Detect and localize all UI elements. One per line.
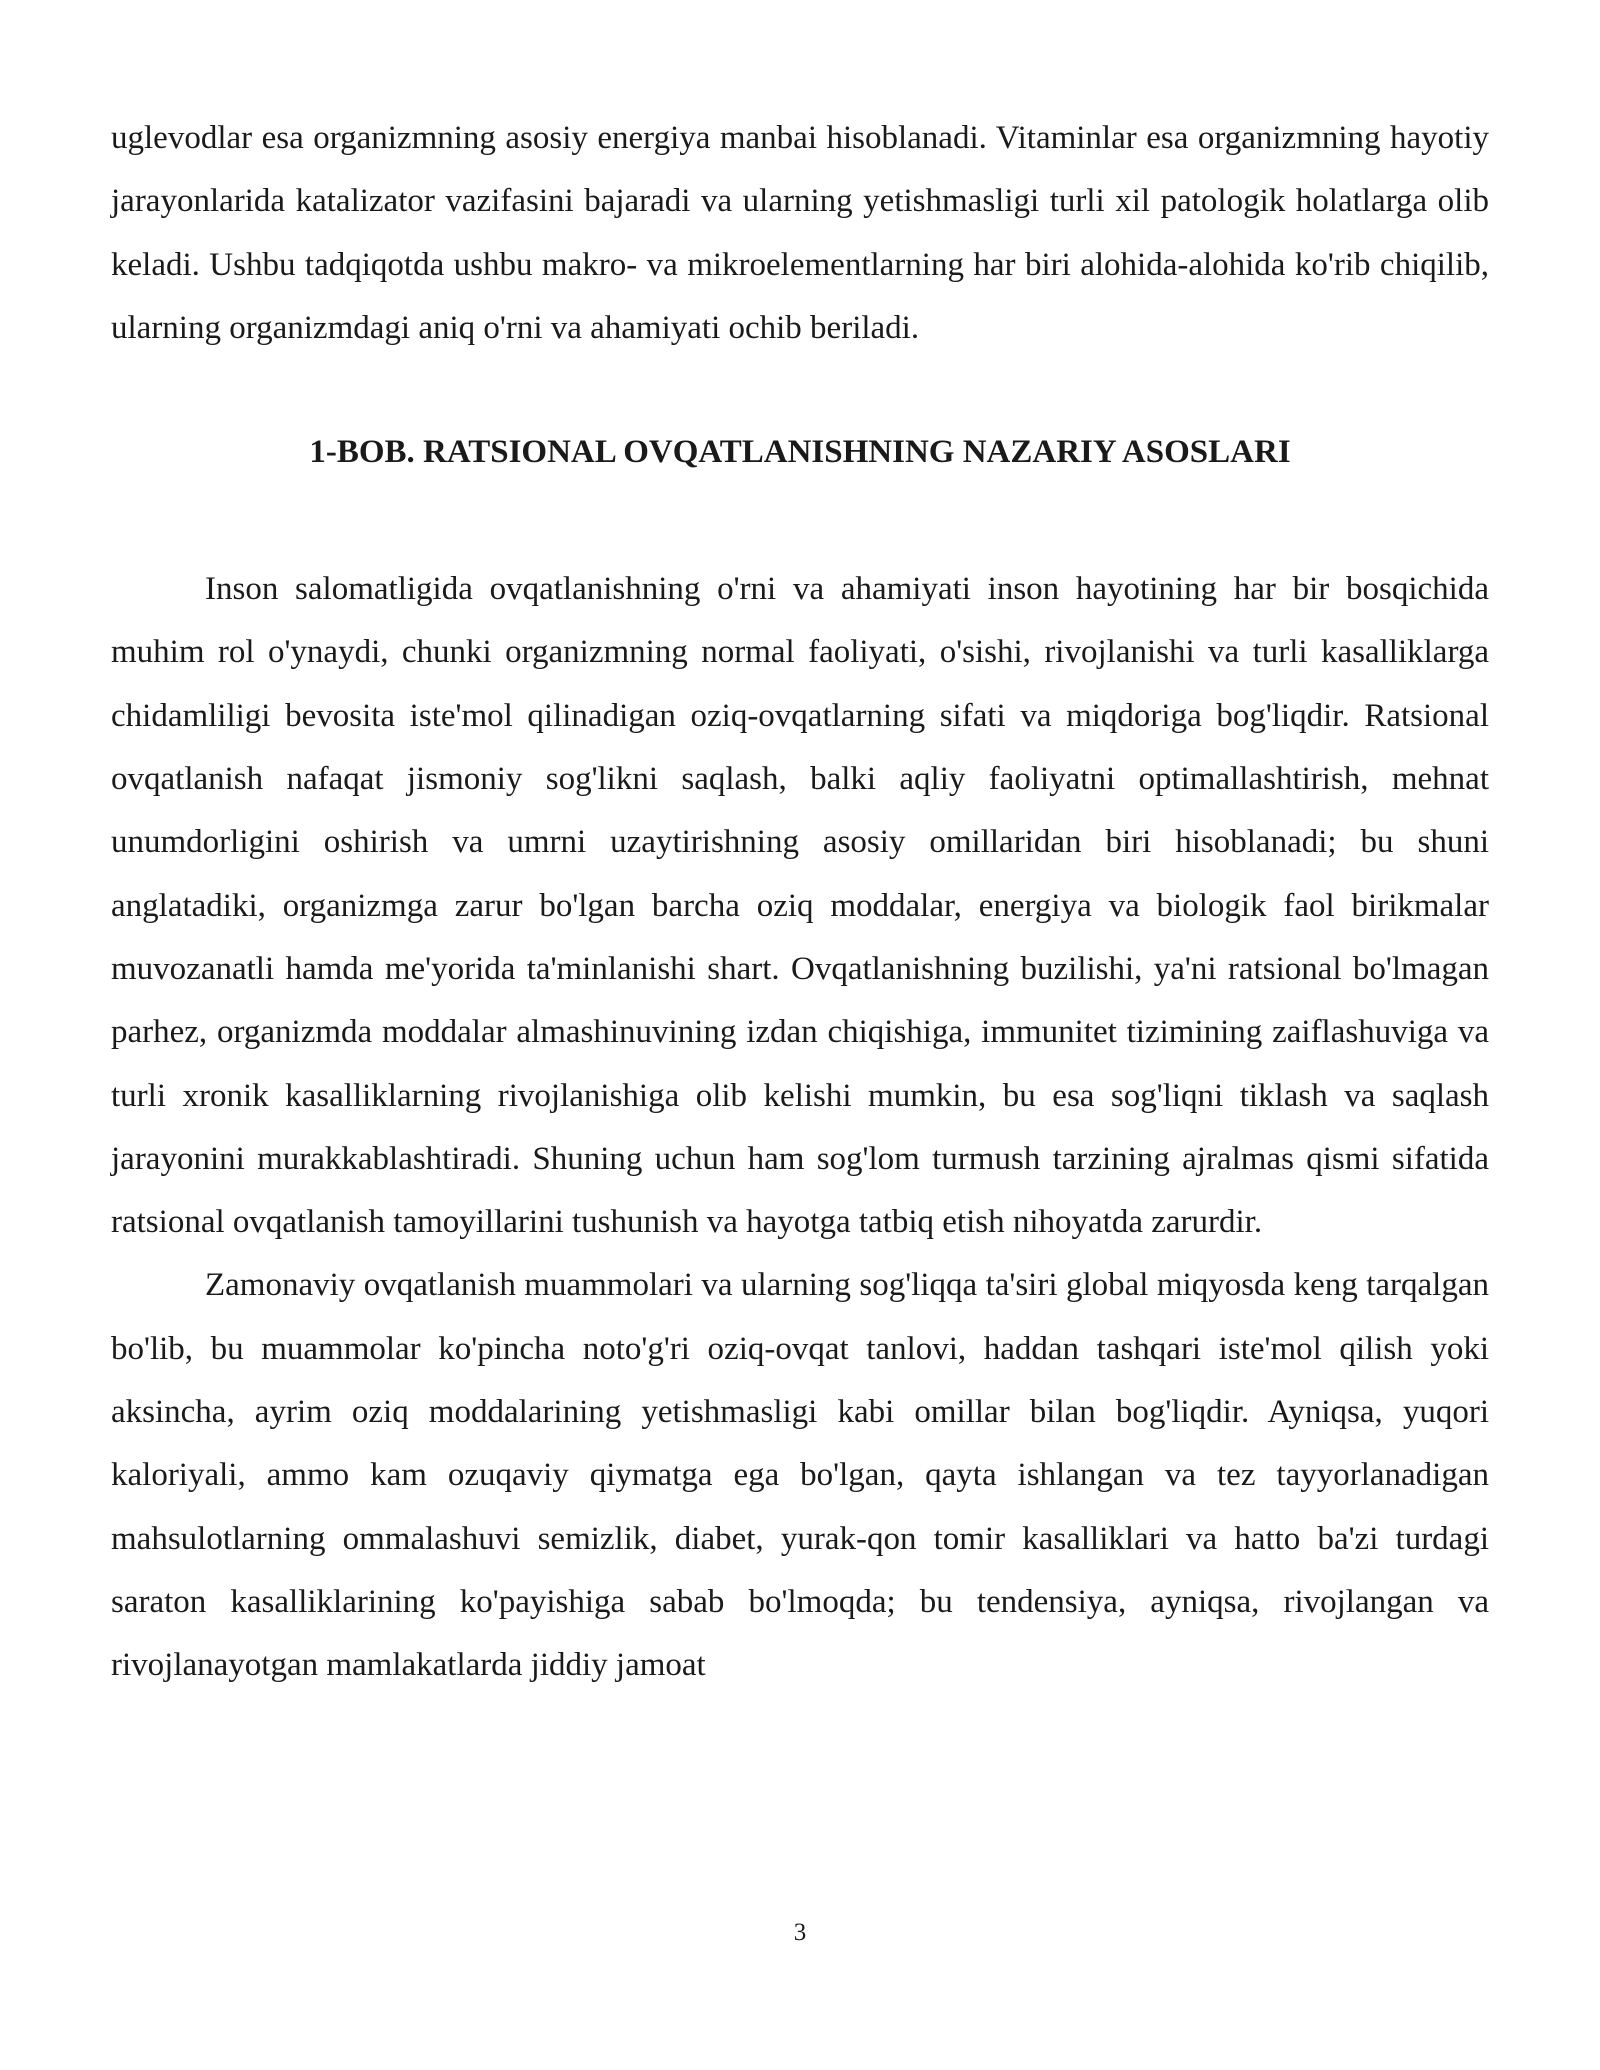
page-number: 3	[793, 1919, 807, 1946]
body-paragraph-1: Inson salomatligida ovqatlanishning o'rni va ahamiyati inson hayotining har bir bosqichida muhim rol o'ynaydi, chunki organizmning normal faoliyati, o'sishi, rivojlanishi va turli kasalliklarga chidamliligi bevosita iste'mol qilinadigan oziq-ovqatlarning sifati va miqdoriga bog'liqdir. Ratsional ovqatlanish nafaqat jismoniy sog'likni saqlash, balki aqliy faoliyatni optimallashtirish, mehnat unumdorligini oshirish va umrni uzaytirishning asosiy omillaridan biri hisoblanadi; bu shuni anglatadiki, organizmga zarur bo'lgan barcha oziq moddalar, energiya va biologik faol birikmalar muvozanatli hamda me'yorida ta'minlanishi shart. Ovqatlanishning buzilishi, ya'ni ratsional bo'lmagan parhez, organizmda moddalar almashinuvining izdan chiqishiga, immunitet tizimining zaiflashuviga va turli xronik kasalliklarning rivojlanishiga olib kelishi mumkin, bu esa sog'liqni tiklash va saqlash jarayonini murakkablashtiradi. Shuning uchun ham sog'lom turmush tarzining ajralmas qismi sifatida ratsional ovqatlanish tamoyillarini tushunish va hayotga tatbiq etish nihoyatda zarurdir.	[111, 571, 1489, 1241]
body-paragraph-2: Zamonaviy ovqatlanish muammolari va ularning sog'liqqa ta'siri global miqyosda keng tarqalgan bo'lib, bu muammolar ko'pincha noto'g'ri oziq-ovqat tanlovi, haddan tashqari iste'mol qilish yoki aksincha, ayrim oziq moddalarining yetishmasligi kabi omillar bilan bog'liqdir. Ayniqsa, yuqori kaloriyali, ammo kam ozuqaviy qiymatga ega bo'lgan, qayta ishlangan va tez tayyorlanadigan mahsulotlarning ommalashuvi semizlik, diabet, yurak-qon tomir kasalliklari va hatto ba'zi turdagi saraton kasalliklarining ko'payishiga sabab bo'lmoqda; bu tendensiya, ayniqsa, rivojlangan va rivojlanayotgan mamlakatlarda jiddiy jamoat	[111, 1267, 1489, 1684]
chapter-heading: 1-BOB. RATSIONAL OVQATLANISHNING NAZARIY ASOSLARI	[309, 434, 1291, 471]
heading-spacer-bottom	[111, 472, 1489, 558]
intro-paragraph: uglevodlar esa organizmning asosiy energiya manbai hisoblanadi. Vitaminlar esa organizmning hayotiy jarayonlarida katalizator vazifasini bajaradi va ularning yetishmasligi turli xil patologik holatlarga olib keladi. Ushbu tadqiqotda ushbu makro- va mikroelementlarning har biri alohida-alohida ko'rib chiqilib, ularning organizmdagi aniq o'rni va ahamiyati ochib beriladi.	[111, 120, 1489, 346]
document-page	[111, 107, 1489, 1698]
heading-spacer-top	[111, 360, 1489, 432]
